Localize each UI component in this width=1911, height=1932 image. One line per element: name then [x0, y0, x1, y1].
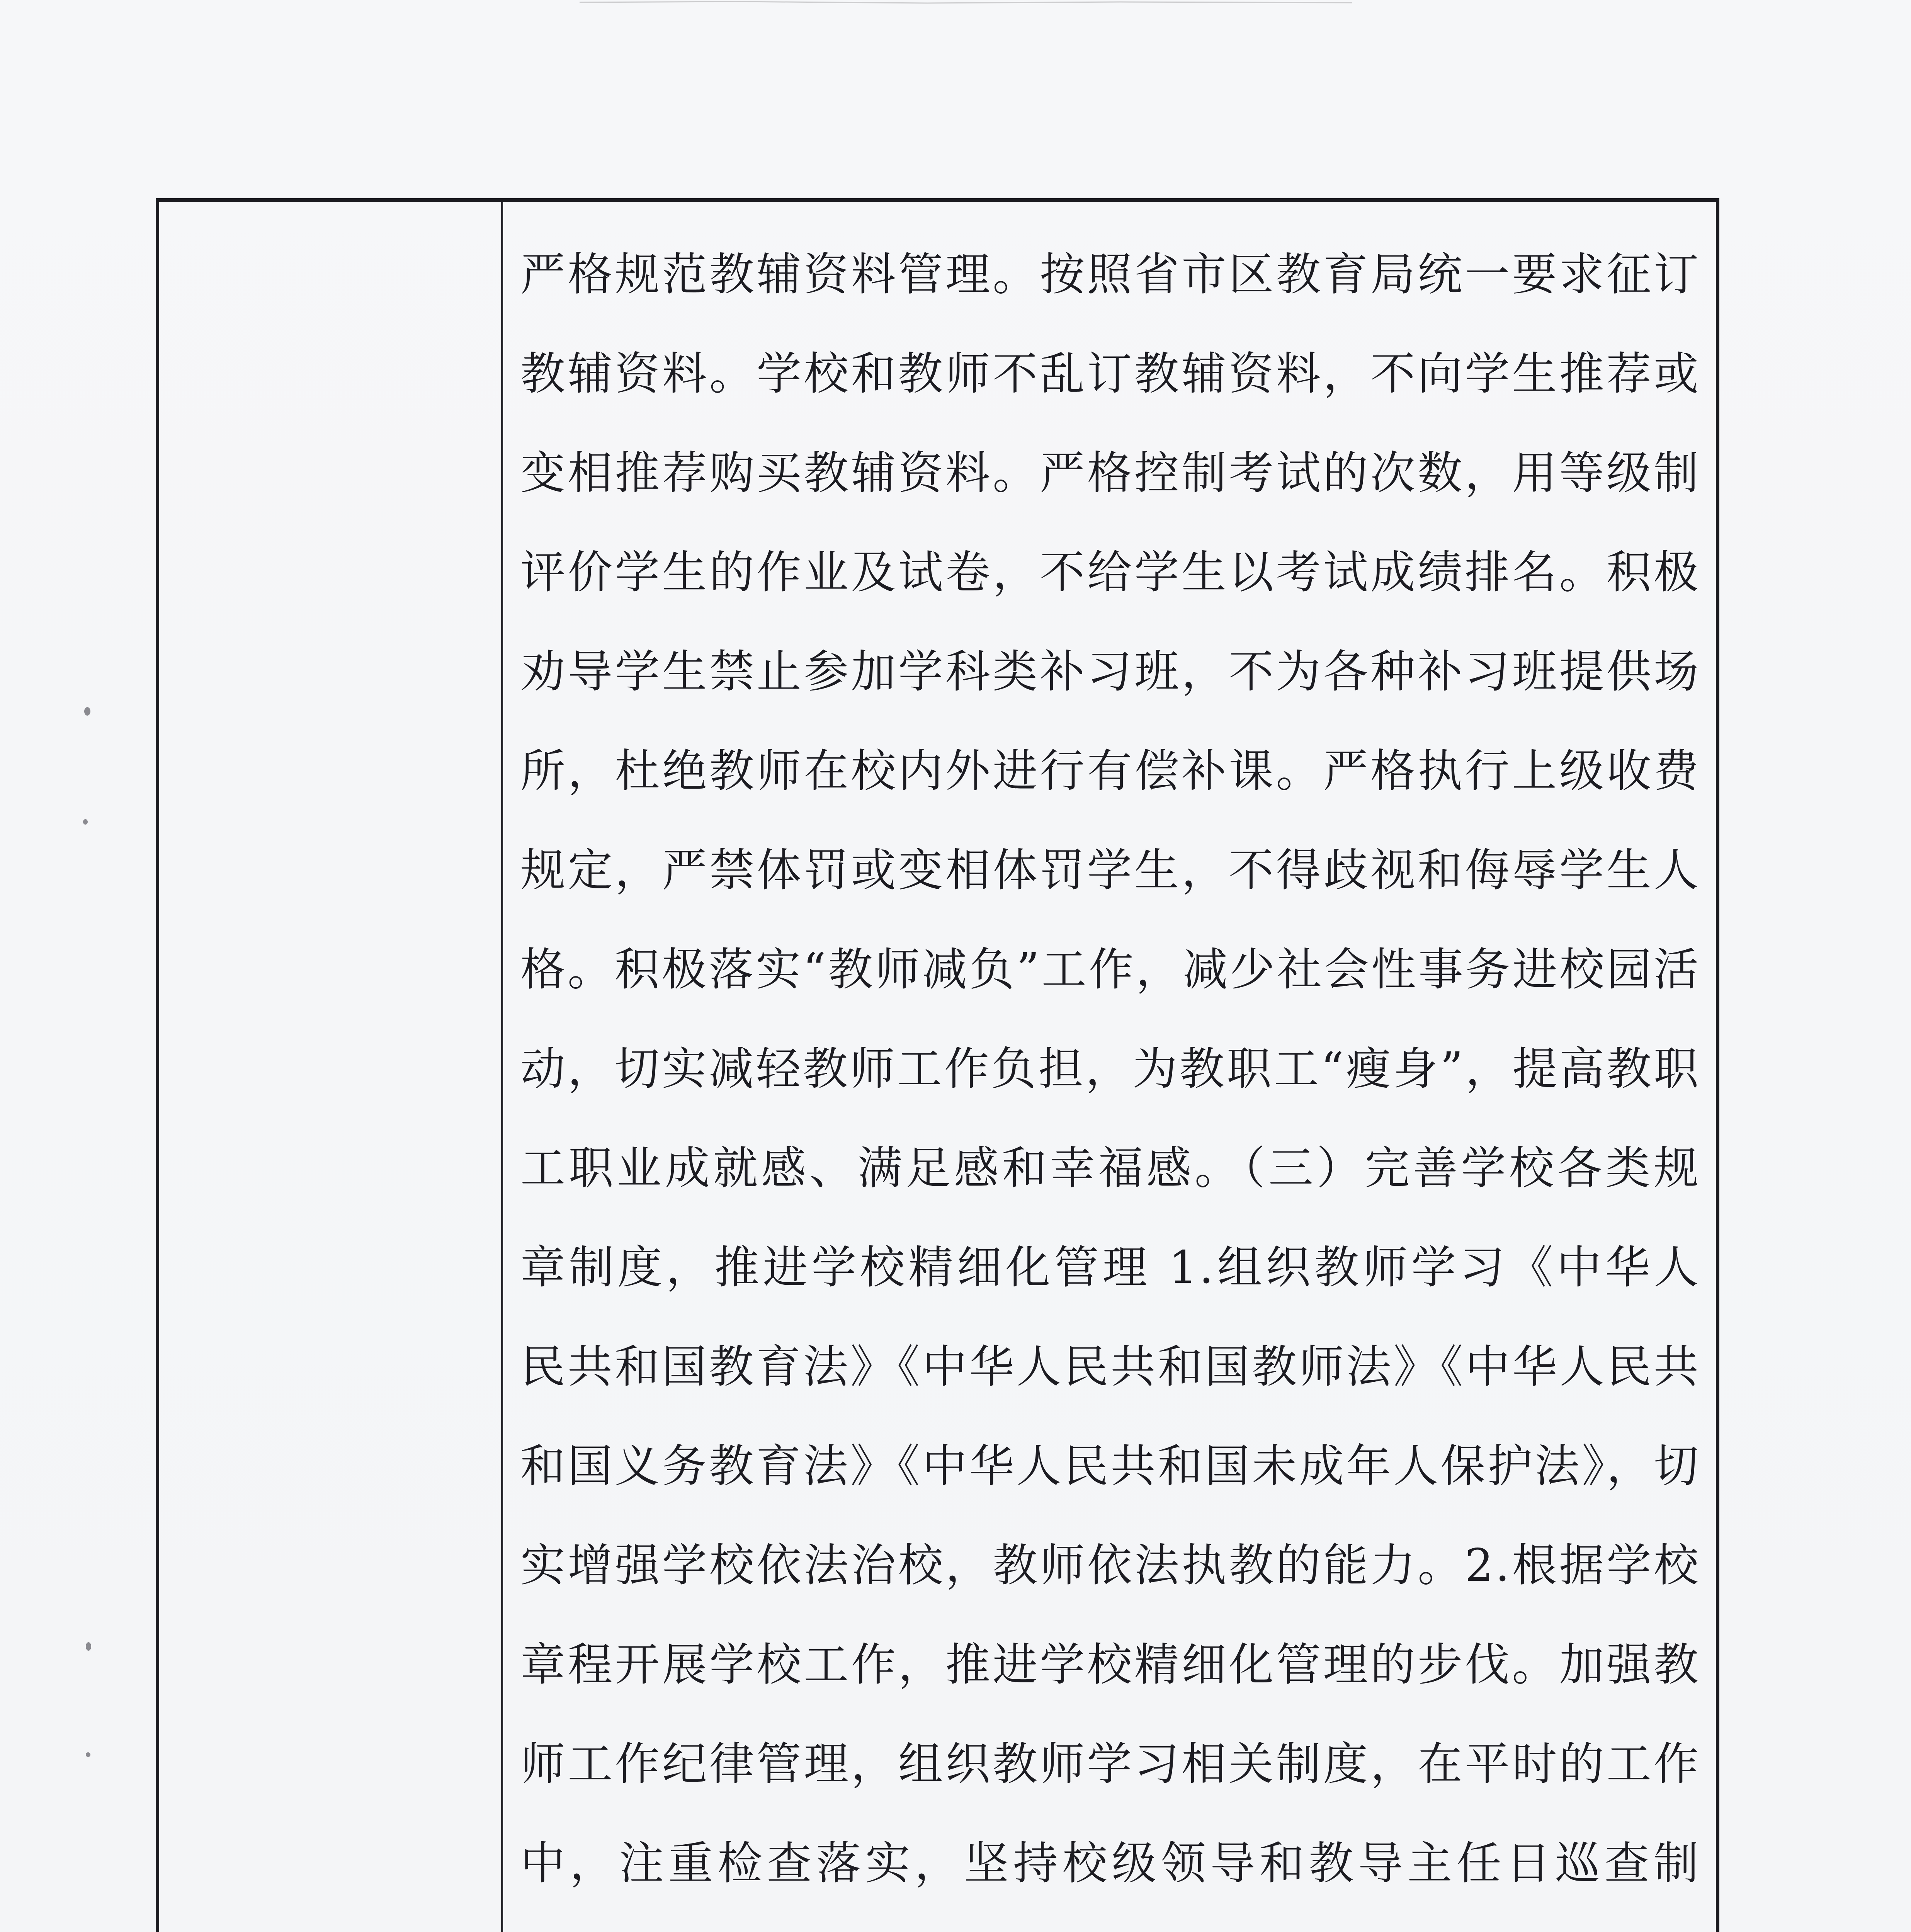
table-label-cell: [159, 202, 503, 1932]
table-content-cell: [503, 202, 1716, 1932]
content-table: [156, 198, 1719, 1932]
binding-hole-mark: [86, 1642, 91, 1651]
binding-hole-mark: [83, 819, 88, 825]
binding-hole-mark: [86, 1752, 90, 1757]
binding-hole-mark: [84, 707, 90, 716]
body-paragraph: 严格规范教辅资料管理。按照省市区教育局统一要求征订教辅资料。学校和教师不乱订教辅资料，不向学生推荐或变相推荐购买教辅资料。严格控制考试的次数，用等级制评价学生的作业及试卷，不给学生以考试成绩排名。积极劝导学生禁止参加学科类补习班，不为各种补习班提供场所，杜绝教师在校内外进行有偿补课。严格执行上级收费规定，严禁体罚或变相体罚学生，不得歧视和侮辱学生人格。积极落实“教师减负”工作，减少社会性事务进校园活动，切实减轻教师工作负担，为教职工“瘦身”，提高教职工职业成就感、满足感和幸福感。（三）完善学校各类规章制度，推进学校精细化管理 1.组织教师学习《中华人民共和国教育法》《中华人民共和国教师法》《中华人民共和国义务教育法》《中华人民共和国未成年人保护法》，切实增强学校依法治校，教师依法执教的能力。2.根据学校章程开展学校工作，推进学校精细化管理的步伐。加强教师工作纪律管理，组织教师学习相关制度，在平时的工作中，注重检查落实，坚持校级领导和教导主任日巡查制: [520, 248, 1700, 1889]
scan-artifact-top: [580, 0, 1352, 7]
